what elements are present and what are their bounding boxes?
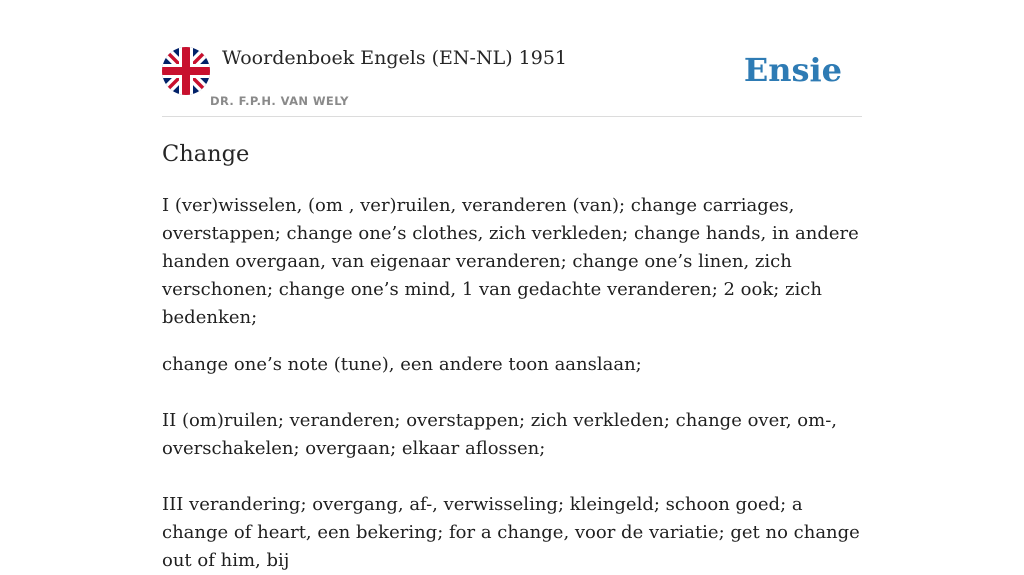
ensie-logo-link[interactable]: Ensie [743, 51, 842, 89]
dictionary-title[interactable]: Woordenboek Engels (EN-NL) 1951 [222, 47, 567, 69]
entry-title: Change [162, 141, 250, 167]
dictionary-header [162, 46, 862, 117]
union-jack-flag-icon [162, 47, 210, 95]
definition-paragraph: II (om)ruilen; veranderen; overstappen; zich verkleden; change over, om-, overschakelen; overgaan; elkaar aflossen; [162, 410, 837, 459]
author-name: DR. F.P.H. VAN WELY [210, 94, 349, 108]
definition-paragraph: change one’s note (tune), een andere toon aanslaan; [162, 354, 642, 375]
definition-paragraph: I (ver)wisselen, (om , ver)ruilen, veranderen (van); change carriages, overstappen; change one’s clothes, zich verkleden; change hands, in andere handen overgaan, van eigenaar veranderen; change one’s linen, zich verschonen; change one’s mind, 1 van gedachte veranderen; 2 ook; zich bedenken; [162, 195, 859, 328]
definition-paragraph: III verandering; overgang, af-, verwisseling; kleingeld; schoon goed; a change of heart, een bekering; for a change, voor de variatie; get no change out of him, bij [162, 494, 860, 571]
entry-content [162, 138, 866, 575]
